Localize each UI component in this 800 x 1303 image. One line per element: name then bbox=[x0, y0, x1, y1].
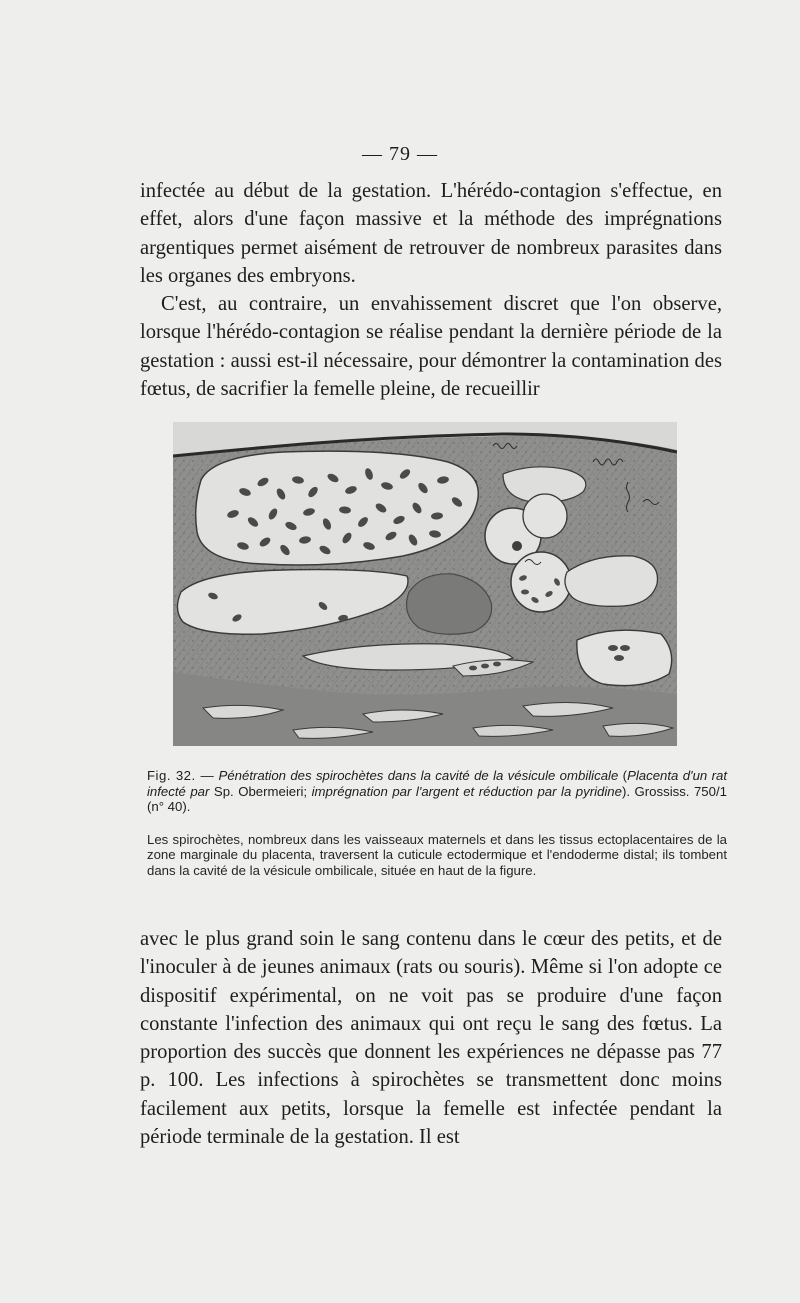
bottom-text-block bbox=[140, 925, 722, 1151]
figure-micrograph bbox=[173, 422, 677, 746]
legend-text: Les spirochètes, nombreux dans les vaisseaux maternels et dans les tissus ectoplacentaires de la zone marginale du placenta, traversent la cuticule ectodermique et l'endoderme distal; ils tombent dans la cavité de la vésicule ombilicale, située en haut de la figure. bbox=[147, 832, 727, 878]
figure-label: Fig. 32. — bbox=[147, 768, 215, 783]
caption-detail-1: Placenta d'un rat infecté par bbox=[147, 768, 727, 799]
caption-text bbox=[147, 768, 727, 815]
caption-detail-2: imprégnation par l'argent et réduction par la pyridine bbox=[311, 783, 622, 799]
caption-open-paren: ( bbox=[622, 768, 628, 783]
paragraph: infectée au début de la gestation. L'hérédo-contagion s'effectue, en effet, alors d'une façon massive et la méthode des imprégnations argentiques permet aisément de retrouver de nombreux parasites dans les organes des embryons. bbox=[140, 180, 722, 287]
figure-caption bbox=[147, 768, 727, 815]
figure-legend bbox=[147, 832, 727, 878]
paragraph: avec le plus grand soin le sang contenu dans le cœur des petits, et de l'inoculer à de jeunes animaux (rats ou souris). Même si l'on adopte ce dispositif expérimental, on ne voit pas se produire d'une façon constante l'infection des animaux qui ont reçu le sang des fœtus. La proportion des succès que donnent les expériences ne dépasse pas 77 p. 100. Les infections à spirochètes se transmettent donc moins facilement aux petits, lorsque la femelle est infectée pendant la période terminale de la gestation. Il est bbox=[140, 928, 722, 1149]
caption-species: Sp. Obermeieri; bbox=[209, 783, 312, 799]
micrograph-illustration bbox=[173, 422, 677, 746]
paragraph: C'est, au contraire, un envahissement discret que l'on observe, lorsque l'hérédo-contagion se réalise pendant la dernière période de la gestation : aussi est-il nécessaire, pour démontrer la contamination des fœtus, de sacrifier la femelle pleine, de recueillir bbox=[140, 293, 722, 401]
caption-magnification: ). Grossiss. 750/1 (n° 40). bbox=[147, 783, 727, 815]
page-number: — 79 — bbox=[362, 143, 438, 165]
figure-title: Pénétration des spirochètes dans la cavité de la vésicule ombilicale bbox=[218, 768, 619, 783]
top-text-block bbox=[140, 177, 722, 403]
